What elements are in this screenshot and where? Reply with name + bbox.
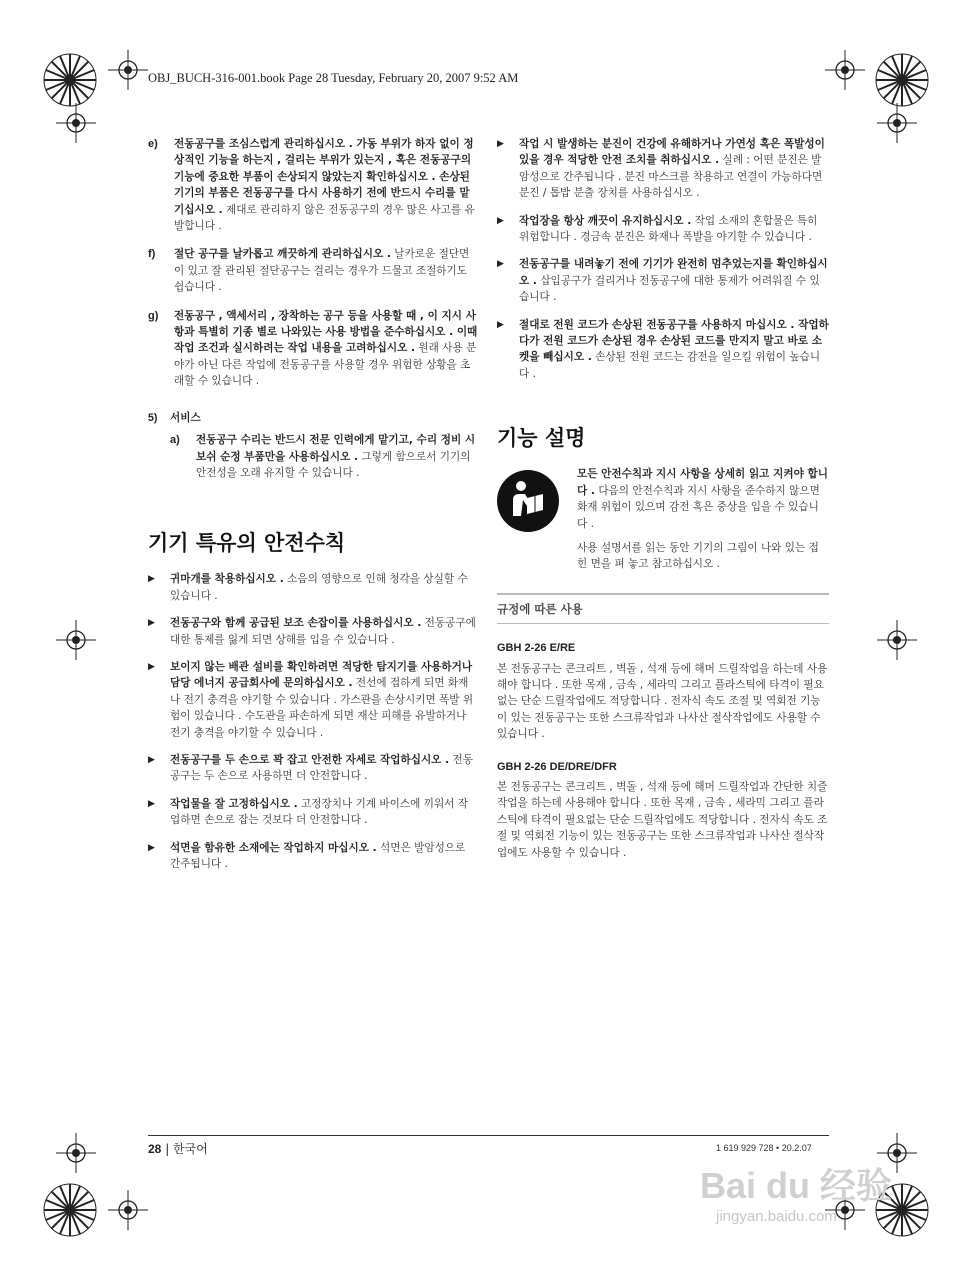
triangle-right-icon: ▶ (497, 319, 504, 330)
read-bold-text: 모든 안전수칙과 지시 사항을 상세히 읽고 지켜야 합니다 . (577, 468, 828, 497)
book-header: OBJ_BUCH-316-001.book Page 28 Tuesday, February 20, 2007 9:52 AM (148, 71, 519, 85)
bullet-item (148, 659, 478, 741)
list-item-f (148, 246, 478, 295)
bullet-bold-text: 절대로 전원 코드가 손상된 전동공구를 사용하지 마십시오 . 작업하다가 전원 코드가 손상된 경우 손상된 코드를 만지지 말고 바로 소켓을 빼십시오 . (519, 318, 829, 364)
crosshair-mark-icon (56, 1133, 96, 1173)
bullet-item (148, 571, 478, 604)
bullet-bold-text: 전동공구와 함께 공급된 보조 손잡이를 사용하십시오 . (170, 617, 422, 630)
item-text: 제대로 관리하지 않은 전동공구의 경우 많은 사고를 유발합니다 . (174, 203, 475, 233)
item-label: a) (170, 434, 180, 447)
bullet-text: 삽입공구가 걸리거나 전동공구에 대한 통제가 어려워질 수 있습니다 . (519, 274, 820, 304)
bullet-bold-text: 작업 시 발생하는 분진이 건강에 유해하거나 가연성 혹은 폭발성이 있을 경우 적당한 안전 조치를 취하십시오 . (519, 138, 825, 167)
item-bold-text: 전동공구를 조심스럽게 관리하십시오 . 가동 부위가 하자 없이 정상적인 기능을 하는지 , 걸리는 부위가 있는지 , 혹은 전동공구의 기능에 중요한 부품이 손상되지 않았는지 확인하십시오 . 손상된 기기의 부품은 전동공구를 다시 사용하기 전에 반드시 수리를 맡기십시오 . (174, 138, 474, 216)
bullet-text: 전선에 접하게 되면 화재나 전기 충격을 야기할 수 있습니다 . 가스관을 손상시키면 폭발 위험이 있습니다 . 수도관을 파손하게 되면 재산 피해를 유발하거나 전기 충격을 야기할 수 있습니다 . (170, 677, 474, 739)
bullet-item (497, 136, 829, 202)
crosshair-mark-icon (108, 50, 148, 90)
triangle-right-icon: ▶ (148, 798, 155, 809)
bullet-item (148, 615, 478, 648)
section-heading-function: 기능 설명 (497, 426, 586, 451)
section-title: 서비스 (170, 411, 201, 424)
read-instructions-box (497, 466, 829, 572)
model-description: 본 전동공구는 콘크리트 , 벽돌 , 석재 등에 해머 드릴작업을 하는데 사용해야 합니다 . 또한 목재 , 금속 , 세라믹 그리고 플라스틱에 타격이 필요없는 단순 드릴작업에도 적당합니다 . 전자식 속도 조절 및 역회전 기능이 있는 전동공구는 또한 스크류작업과 나사산 절삭작업에도 사용할 수 있습니다 . (497, 662, 828, 741)
bullet-item (497, 213, 829, 246)
bullet-bold-text: 작업장을 항상 깨끗이 유지하십시오 . (519, 214, 692, 227)
bullet-item (497, 256, 829, 305)
item-text: 날카로운 절단면이 있고 잘 관리된 절단공구는 걸리는 경우가 드물고 조절하기도 쉽습니다 . (174, 248, 470, 294)
bullet-text: 고정장치나 기계 바이스에 끼워서 작업하면 손으로 잡는 것보다 더 안전합니다 . (170, 797, 469, 827)
bullet-bold-text: 전동공구를 내려놓기 전에 기기가 완전히 멈추었는지를 확인하십시오 . (519, 258, 828, 287)
footer-page (148, 1140, 208, 1157)
model-description: 본 전동공구는 콘크리트 , 벽돌 , 석재 등에 해머 드릴작업과 간단한 치즐작업을 하는데 사용해야 합니다 . 또한 목재 , 금속 , 세라믹 그리고 플라스틱에 타격이 필요없는 단순 드릴작업에도 적당합니다 . 전자식 속도 조절 및 역회전 기능이 있는 전동공구는 또한 스크류작업과 나사산 절삭작업에도 사용할 수 있습니다 . (497, 780, 828, 859)
registration-mark-icon (872, 50, 932, 110)
footer-rule (148, 1135, 829, 1136)
item-bold-text: 전동공구 수리는 반드시 전문 인력에게 맡기고, 수리 정비 시 보쉬 순정 부품만을 사용하십시오 . (196, 434, 476, 463)
bullet-bold-text: 보이지 않는 배관 설비를 확인하려면 적당한 탐지기를 사용하거나 담당 에너지 공급회사에 문의하십시오 . (170, 660, 473, 690)
item-text: 원래 사용 분야가 아닌 다른 작업에 전동공구를 사용할 경우 위험한 상황을 초래할 수 있습니다 . (174, 342, 477, 388)
triangle-right-icon: ▶ (148, 574, 155, 585)
crosshair-mark-icon (877, 620, 917, 660)
item-bold-text: 절단 공구를 날카롭고 깨끗하게 관리하십시오 . (174, 248, 391, 261)
bullet-text: 소음의 영향으로 인해 청각을 상실할 수 있습니다 . (170, 573, 468, 602)
triangle-right-icon: ▶ (497, 215, 504, 226)
triangle-right-icon: ▶ (148, 842, 155, 853)
crosshair-mark-icon (56, 620, 96, 660)
list-item-a (170, 432, 478, 481)
item-bold-text: 전동공구 , 액세서리 , 장착하는 공구 등을 사용할 때 , 이 지시 사항과 특별히 기종 별로 나와있는 사용 방법을 준수하십시오 . 이때 작업 조건과 실시하려는 작업 내용을 고려하십시오 . (174, 309, 478, 355)
triangle-right-icon: ▶ (497, 139, 504, 149)
bullet-bold-text: 전동공구를 두 손으로 꽉 잡고 안전한 자세로 작업하십시오 . (170, 753, 450, 766)
bullet-text: 손상된 전원 코드는 감전을 일으킬 위험이 높습니다 . (519, 351, 821, 380)
crosshair-mark-icon (56, 103, 96, 143)
page-number: 28 (148, 1142, 162, 1156)
bullet-bold-text: 석면을 함유한 소재에는 작업하지 마십시오 . (170, 841, 377, 854)
watermark-url: jingyan.baidu.com (716, 1208, 837, 1225)
section-number: 5) (148, 411, 158, 424)
footer-language: | 한국어 (165, 1142, 208, 1156)
registration-mark-icon (40, 1180, 100, 1240)
left-column (148, 136, 478, 883)
item-text: 그렇게 함으로서 기기의 안전성을 오래 유지할 수 있습니다 . (196, 450, 471, 479)
crosshair-mark-icon (108, 1190, 148, 1230)
model-heading: GBH 2-26 DE/DRE/DFR (497, 760, 617, 773)
triangle-right-icon: ▶ (497, 259, 504, 270)
item-label: e) (148, 138, 158, 150)
crosshair-mark-icon (825, 50, 865, 90)
model-heading: GBH 2-26 E/RE (497, 642, 576, 655)
bullet-text: 전동공구는 두 손으로 사용하면 더 안전합니다 . (170, 753, 473, 783)
list-item-g (148, 308, 478, 390)
bullet-text: 전동공구에 대한 통제를 잃게 되면 상해를 입을 수 있습니다 . (170, 617, 476, 646)
triangle-right-icon: ▶ (148, 661, 155, 672)
bullet-bold-text: 작업물을 잘 고정하십시오 . (170, 797, 298, 810)
bullet-item (148, 752, 478, 785)
triangle-right-icon: ▶ (148, 754, 155, 765)
watermark-brand: Bai du 经验 (700, 1165, 893, 1206)
bullet-text: 작업 소재의 혼합물은 특히 위험합니다 . 경금속 분진은 화재나 폭발을 야기할 수 있습니다 . (519, 214, 818, 244)
read-text: 다음의 안전수칙과 지시 사항을 준수하지 않으면 화재 위험이 있으며 감전 혹은 중상을 입을 수 있습니다 . (577, 484, 820, 530)
section-heading-device-safety: 기기 특유의 안전수칙 (148, 531, 346, 556)
footer-code: 1 619 929 728 • 20.2.07 (716, 1143, 812, 1153)
section-service (148, 410, 478, 426)
registration-mark-icon (40, 50, 100, 110)
subheading-intended-use: 규정에 따른 사용 (497, 593, 829, 624)
bullet-text: 석면은 발암성으로 간주됩니다 . (170, 841, 466, 870)
bullet-text: 실례 : 어떤 분진은 발암성으로 간주됩니다 . 분진 마스크를 착용하고 연결이 가능하다면 분진 / 톱밥 분출 장치를 사용하십시오 . (519, 154, 823, 200)
right-column (497, 136, 829, 861)
item-label: f) (148, 248, 156, 261)
bullet-item (148, 840, 478, 873)
bullet-bold-text: 귀마개를 착용하십시오 . (170, 573, 284, 586)
bullet-item (497, 317, 829, 383)
list-item-e (148, 136, 478, 234)
item-label: g) (148, 309, 159, 322)
bullet-item (148, 796, 478, 829)
crosshair-mark-icon (877, 103, 917, 143)
triangle-right-icon: ▶ (148, 618, 155, 629)
read-paragraph: 사용 설명서를 읽는 동안 기기의 그림이 나와 있는 접힌 면을 펴 놓고 참고하십시오 . (577, 541, 819, 571)
read-manual-icon (497, 470, 559, 532)
